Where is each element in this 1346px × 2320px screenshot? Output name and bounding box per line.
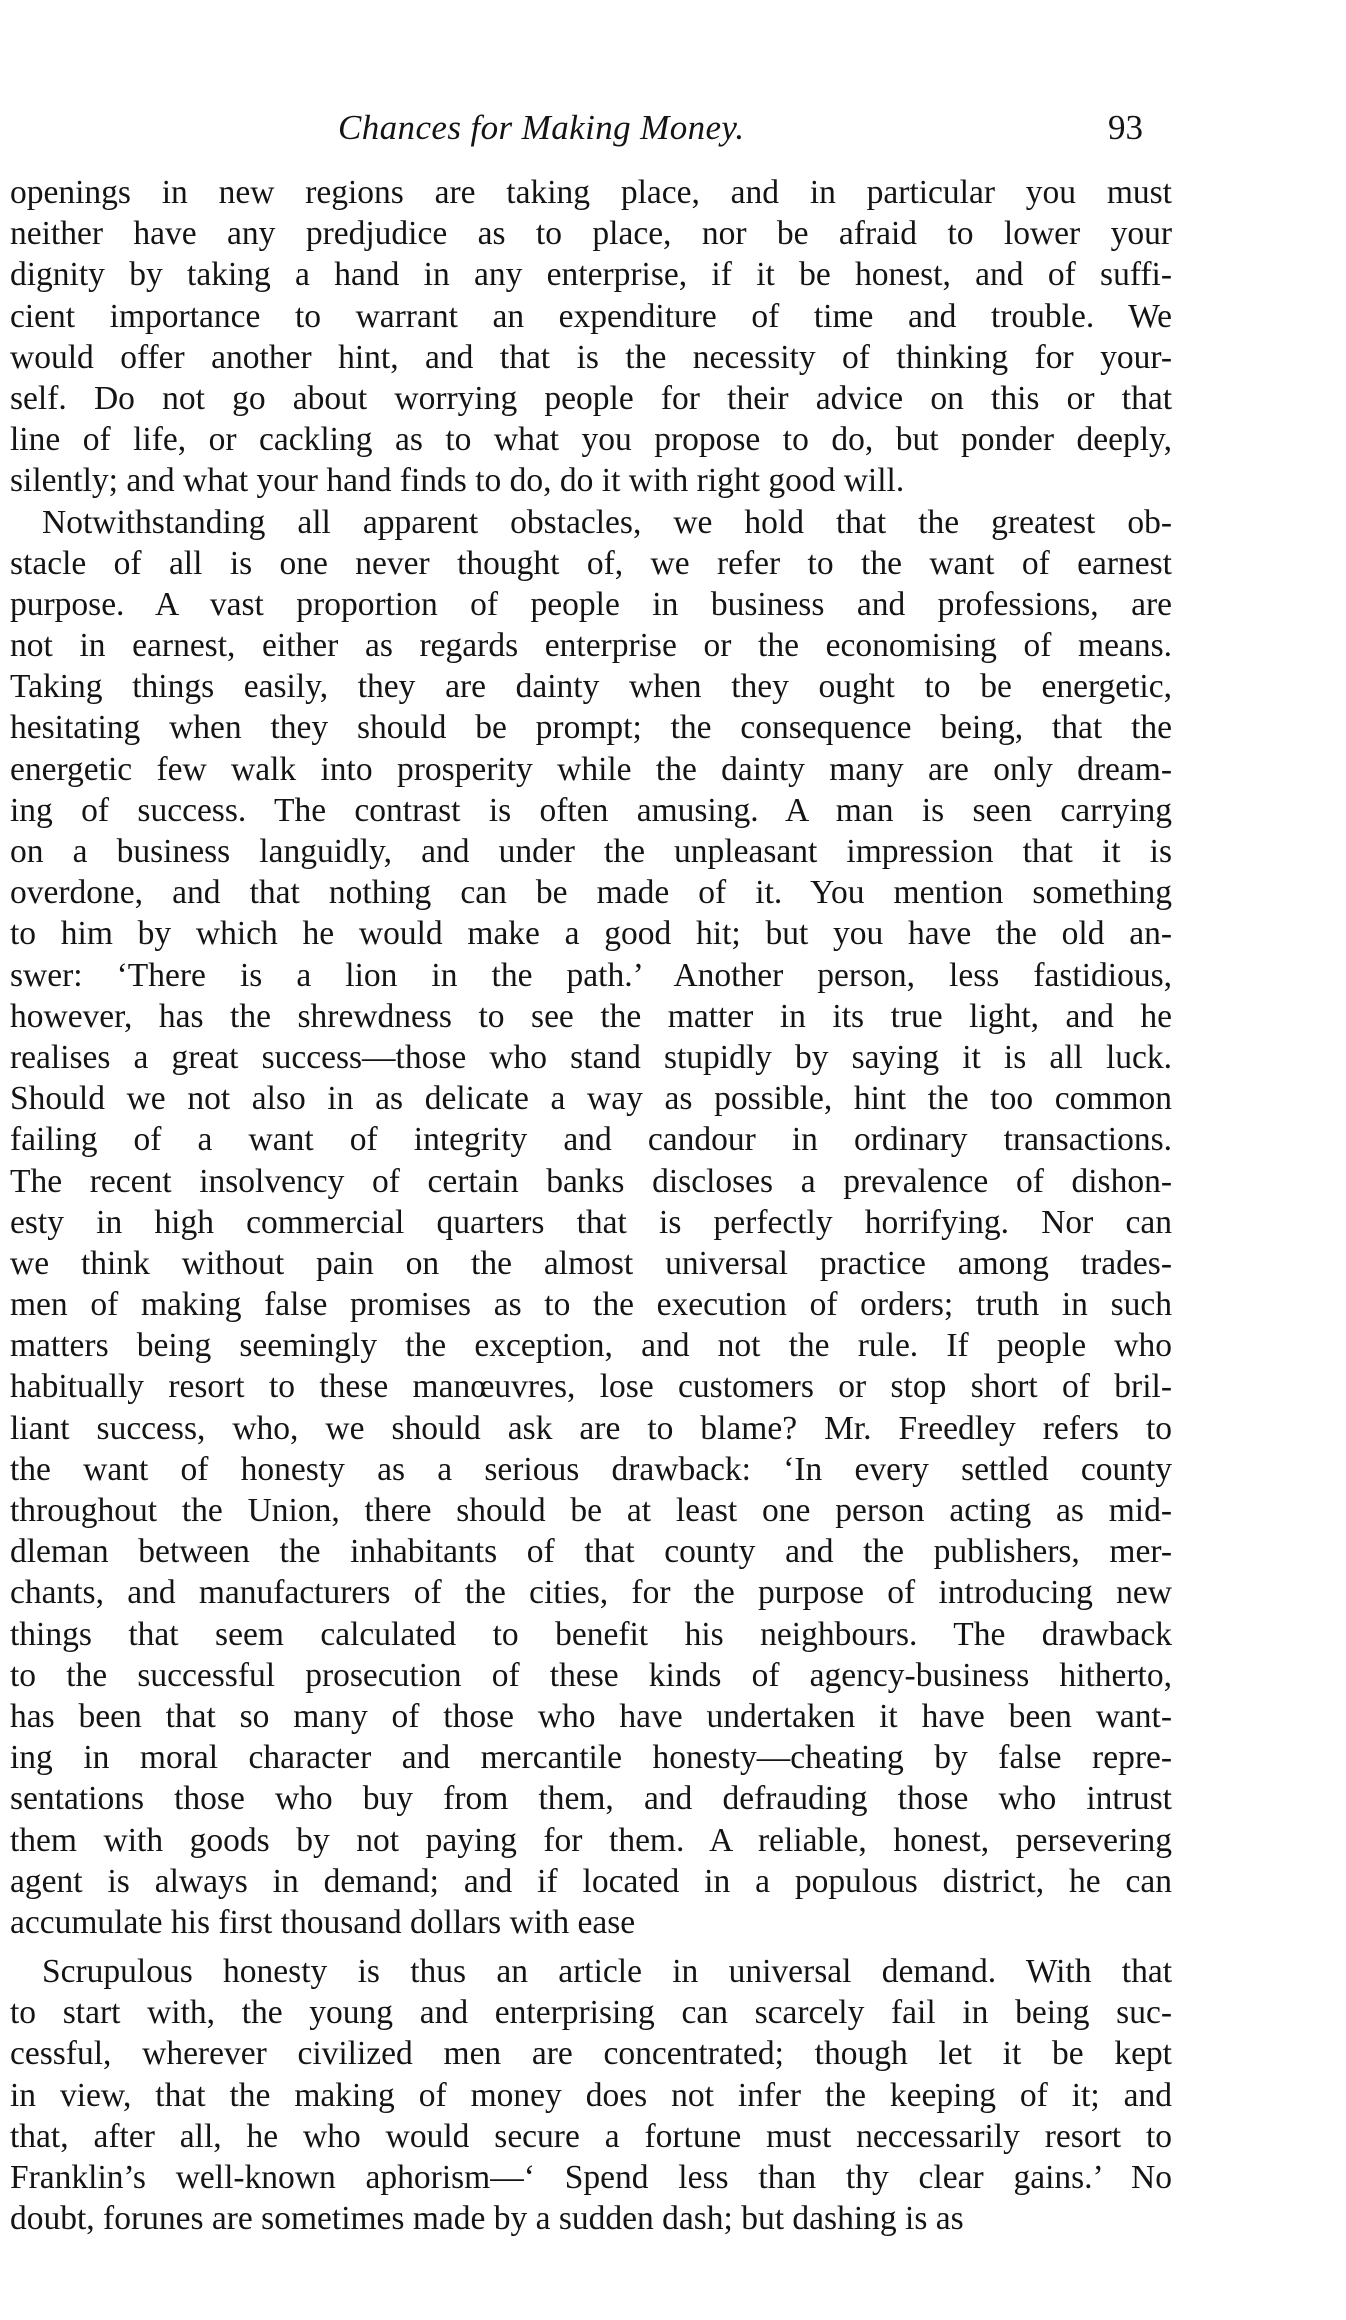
text-line: agent is always in demand; and if located in a populous district, he can	[10, 1862, 1172, 1900]
text-line: openings in new regions are taking place, and in particular you must	[10, 174, 1172, 211]
text-line: stacle of all is one never thought of, we refer to the want of earnest	[10, 544, 1172, 582]
running-head	[0, 108, 1346, 158]
text-line: hesitating when they should be prompt; the consequence being, that the	[10, 709, 1172, 747]
text-line: energetic few walk into prosperity while the dainty many are only dream-	[10, 750, 1172, 788]
text-line: silently; and what your hand finds to do, do it with right good will.	[10, 462, 905, 500]
text-line: Scrupulous honesty is thus an article in universal demand. With that	[42, 1953, 1172, 1991]
text-line: would offer another hint, and that is the necessity of thinking for your-	[10, 338, 1172, 376]
text-line: on a business languidly, and under the unpleasant impression that it is	[10, 833, 1172, 870]
text-line: cessful, wherever civilized men are concentrated; though let it be kept	[10, 2035, 1172, 2073]
text-line: to start with, the young and enterprising can scarcely fail in being suc-	[10, 1994, 1172, 2032]
text-line: esty in high commercial quarters that is perfectly horrifying. Nor can	[10, 1203, 1172, 1241]
text-line: liant success, who, we should ask are to blame? Mr. Freedley refers to	[10, 1409, 1172, 1447]
body-text	[10, 172, 1172, 2239]
text-line: dleman between the inhabitants of that county and the publishers, mer-	[10, 1533, 1172, 1571]
text-line: overdone, and that nothing can be made of it. You mention something	[10, 874, 1172, 912]
text-line: ing in moral character and mercantile honesty—cheating by false repre-	[10, 1739, 1172, 1777]
text-line: the want of honesty as a serious drawback: ‘In every settled county	[10, 1450, 1172, 1488]
text-line: sentations those who buy from them, and defrauding those who intrust	[10, 1780, 1172, 1818]
text-line: has been that so many of those who have undertaken it have been want-	[10, 1697, 1172, 1735]
text-line: Franklin’s well-known aphorism—‘ Spend less than thy clear gains.’ No	[10, 2159, 1172, 2196]
page-number: 93	[1108, 108, 1143, 147]
text-line: neither have any predjudice as to place, nor be afraid to lower your	[10, 215, 1172, 253]
text-line: chants, and manufacturers of the cities, for the purpose of introducing new	[10, 1574, 1172, 1612]
paragraph	[10, 172, 1172, 502]
text-line: not in earnest, either as regards enterprise or the economising of means.	[10, 627, 1172, 665]
text-line: however, has the shrewdness to see the matter in its true light, and he	[10, 997, 1172, 1035]
text-line: accumulate his first thousand dollars with ease	[10, 1903, 636, 1941]
text-line: failing of a want of integrity and candour in ordinary transactions.	[10, 1121, 1172, 1159]
text-line: habitually resort to these manœuvres, lose customers or stop short of bril-	[10, 1368, 1172, 1406]
text-line: purpose. A vast proportion of people in business and professions, are	[10, 585, 1172, 623]
text-line: realises a great success—those who stand stupidly by saying it is all luck.	[10, 1038, 1172, 1076]
text-line: Notwithstanding all apparent obstacles, we hold that the greatest ob-	[42, 503, 1172, 541]
text-line: men of making false promises as to the execution of orders; truth in such	[10, 1286, 1172, 1324]
text-line: self. Do not go about worrying people for their advice on this or that	[10, 379, 1172, 417]
text-line: Should we not also in as delicate a way as possible, hint the too common	[10, 1080, 1172, 1118]
paragraph	[10, 1951, 1172, 2239]
text-line: cient importance to warrant an expenditure of time and trouble. We	[10, 297, 1172, 335]
text-line: throughout the Union, there should be at least one person acting as mid-	[10, 1492, 1172, 1529]
text-line: The recent insolvency of certain banks discloses a prevalence of dishon-	[10, 1162, 1172, 1200]
text-line: swer: ‘There is a lion in the path.’ Another person, less fastidious,	[10, 956, 1172, 994]
paragraph	[10, 502, 1172, 1944]
text-line: doubt, forunes are sometimes made by a sudden dash; but dashing is as	[10, 2200, 964, 2238]
text-line: matters being seemingly the exception, and not the rule. If people who	[10, 1327, 1172, 1365]
text-line: ing of success. The contrast is often amusing. A man is seen carrying	[10, 791, 1172, 829]
text-line: them with goods by not paying for them. A reliable, honest, persevering	[10, 1821, 1172, 1859]
paragraph-gap	[10, 1943, 1172, 1951]
text-line: in view, that the making of money does not infer the keeping of it; and	[10, 2076, 1172, 2114]
text-line: things that seem calculated to benefit his neighbours. The drawback	[10, 1615, 1172, 1653]
text-line: we think without pain on the almost universal practice among trades-	[10, 1244, 1172, 1282]
text-line: that, after all, he who would secure a fortune must neccessarily resort to	[10, 2117, 1172, 2155]
text-line: dignity by taking a hand in any enterprise, if it be honest, and of suffi-	[10, 256, 1172, 294]
text-line: to him by which he would make a good hit; but you have the old an-	[10, 915, 1172, 953]
running-title: Chances for Making Money.	[338, 108, 745, 147]
text-line: to the successful prosecution of these kinds of agency-business hitherto,	[10, 1656, 1172, 1694]
text-line: Taking things easily, they are dainty when they ought to be energetic,	[10, 668, 1172, 706]
text-line: line of life, or cackling as to what you propose to do, but ponder deeply,	[10, 421, 1172, 459]
